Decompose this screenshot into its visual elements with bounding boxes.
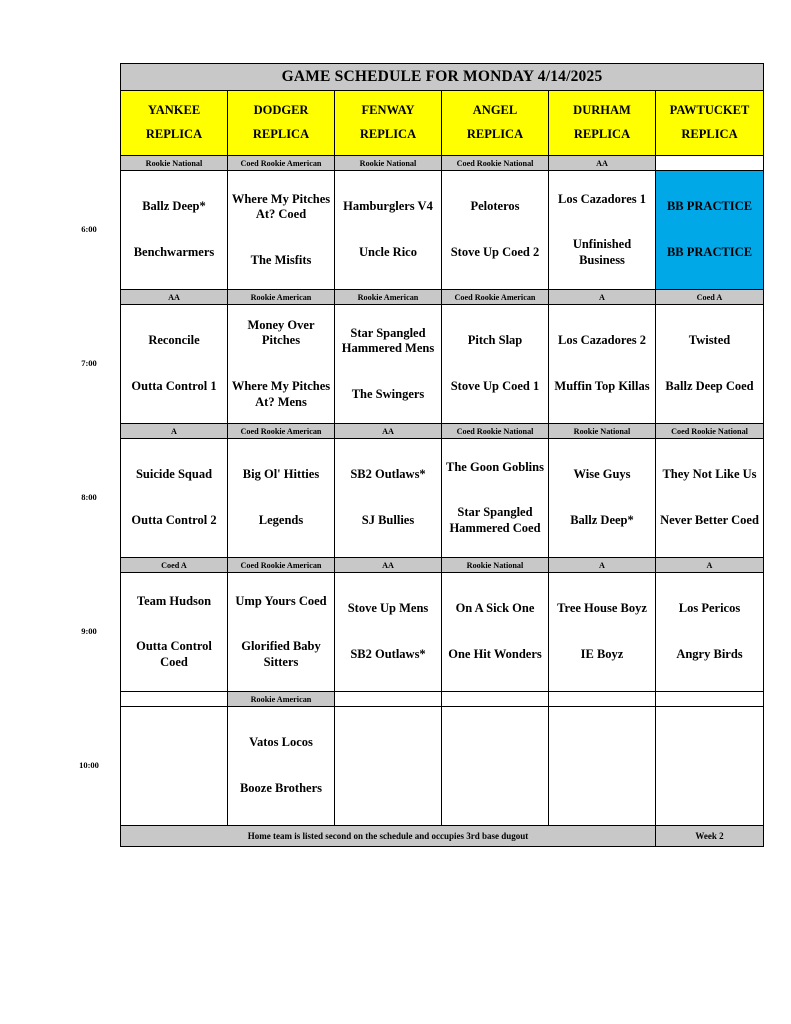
game-cell[interactable] — [335, 707, 442, 826]
game-cell[interactable] — [335, 573, 442, 692]
division-band: Rookie National — [442, 558, 549, 573]
game-team-home: Outta Control 2 — [131, 513, 217, 527]
game-cell[interactable] — [442, 573, 549, 692]
division-band: A — [656, 558, 764, 573]
game-team-away: Team Hudson — [136, 593, 212, 608]
game-team-home: IE Boyz — [580, 647, 624, 661]
field-name-line2: REPLICA — [252, 127, 310, 141]
game-cell[interactable] — [656, 171, 764, 290]
game-cell[interactable] — [442, 171, 549, 290]
game-cell[interactable] — [335, 305, 442, 424]
game-team-away: Where My Pitches At? Coed — [231, 191, 331, 222]
game-team-away: Los Cazadores 1 — [558, 191, 646, 206]
game-team-home: Where My Pitches At? Mens — [231, 379, 331, 409]
game-cell[interactable] — [549, 171, 656, 290]
game-team-away: Reconcile — [148, 333, 200, 348]
game-team-away: Vatos Locos — [249, 735, 313, 750]
game-cell[interactable] — [549, 305, 656, 424]
game-team-away: Los Cazadores 2 — [558, 333, 646, 348]
field-header-2 — [228, 91, 335, 156]
division-band: Coed Rookie American — [228, 156, 335, 171]
game-cell[interactable] — [442, 707, 549, 826]
field-header-4 — [442, 91, 549, 156]
game-team-away: Money Over Pitches — [247, 317, 315, 348]
game-cell[interactable] — [121, 171, 228, 290]
division-band-row — [121, 692, 764, 707]
field-name-line2: REPLICA — [145, 127, 203, 141]
game-cell[interactable] — [335, 439, 442, 558]
footer-week: Week 2 — [656, 826, 764, 847]
division-band-row — [121, 290, 764, 305]
game-team-away: Los Pericos — [678, 601, 741, 616]
division-band — [656, 156, 764, 171]
division-band: Coed Rookie American — [228, 424, 335, 439]
field-name-line2: REPLICA — [573, 127, 631, 141]
games-row — [121, 707, 764, 826]
game-team-home: Legends — [258, 513, 304, 527]
game-cell[interactable] — [228, 707, 335, 826]
field-header-6 — [656, 91, 764, 156]
division-band: Rookie National — [121, 156, 228, 171]
division-band: AA — [121, 290, 228, 305]
game-cell[interactable] — [121, 305, 228, 424]
division-band: Rookie American — [228, 290, 335, 305]
game-cell[interactable] — [656, 707, 764, 826]
division-band — [335, 692, 442, 707]
division-band — [121, 692, 228, 707]
title-row — [121, 64, 764, 91]
games-row — [121, 305, 764, 424]
game-team-away: The Goon Goblins — [446, 459, 544, 474]
division-band: Rookie National — [335, 156, 442, 171]
game-cell[interactable] — [121, 439, 228, 558]
game-team-away: They Not Like Us — [662, 467, 757, 482]
footer-row — [121, 826, 764, 847]
division-band — [549, 692, 656, 707]
game-team-away: Peloteros — [470, 199, 520, 214]
game-cell[interactable] — [335, 171, 442, 290]
game-cell[interactable] — [549, 439, 656, 558]
field-header-row — [121, 91, 764, 156]
game-team-home: Benchwarmers — [133, 245, 215, 259]
game-team-home: Unfinished Business — [572, 237, 632, 267]
game-cell[interactable] — [121, 573, 228, 692]
game-team-away: Pitch Slap — [467, 333, 523, 348]
game-team-home: Stove Up Coed 1 — [450, 379, 540, 393]
division-band: Coed Rookie National — [656, 424, 764, 439]
game-cell[interactable] — [442, 305, 549, 424]
game-team-away: Star Spangled Hammered Mens — [341, 325, 435, 356]
game-team-home: Star Spangled Hammered Coed — [449, 505, 541, 535]
division-band — [656, 692, 764, 707]
time-label: 7:00 — [81, 357, 97, 368]
field-name-line1: FENWAY — [361, 103, 415, 118]
game-team-home: Ballz Deep* — [570, 513, 634, 527]
time-label: 6:00 — [81, 223, 97, 234]
game-team-away: SB2 Outlaws* — [350, 467, 426, 482]
game-cell[interactable] — [228, 573, 335, 692]
game-team-home: Muffin Top Killas — [554, 379, 650, 393]
game-team-home: Angry Birds — [676, 647, 743, 661]
game-team-home: Outta Control Coed — [136, 639, 212, 669]
division-band-row — [121, 558, 764, 573]
games-row — [121, 573, 764, 692]
game-team-home: Uncle Rico — [359, 245, 417, 259]
division-band: AA — [335, 424, 442, 439]
game-team-home: Stove Up Coed 2 — [450, 245, 540, 259]
division-band: Coed A — [121, 558, 228, 573]
game-team-away: Ump Yours Coed — [235, 593, 327, 608]
division-band-row — [121, 156, 764, 171]
division-band: AA — [335, 558, 442, 573]
game-team-home: SJ Bullies — [361, 513, 415, 527]
game-team-away: Stove Up Mens — [347, 601, 429, 616]
division-band: Coed Rookie National — [442, 156, 549, 171]
division-band: AA — [549, 156, 656, 171]
division-band-row — [121, 424, 764, 439]
game-cell[interactable] — [442, 439, 549, 558]
time-label: 10:00 — [79, 759, 99, 770]
games-row — [121, 439, 764, 558]
game-cell[interactable] — [121, 707, 228, 826]
field-name-line2: REPLICA — [466, 127, 524, 141]
game-team-away: Twisted — [688, 333, 731, 348]
game-team-home: One Hit Wonders — [448, 647, 542, 661]
field-name-line1: ANGEL — [472, 103, 518, 118]
game-cell[interactable] — [656, 305, 764, 424]
time-label: 8:00 — [81, 491, 97, 502]
field-name-line1: YANKEE — [147, 103, 201, 118]
game-team-home: Outta Control 1 — [131, 379, 217, 393]
game-cell[interactable] — [656, 439, 764, 558]
game-team-home: BB PRACTICE — [666, 245, 753, 259]
field-name-line2: REPLICA — [681, 127, 738, 141]
game-team-away: Suicide Squad — [135, 467, 213, 482]
division-band — [442, 692, 549, 707]
division-band: Rookie American — [228, 692, 335, 707]
division-band: Coed A — [656, 290, 764, 305]
game-team-home: Ballz Deep Coed — [665, 379, 754, 393]
game-team-home: Never Better Coed — [660, 513, 759, 527]
division-band: Coed Rookie American — [228, 558, 335, 573]
game-team-home: Glorified Baby Sitters — [241, 639, 321, 669]
field-name-line2: REPLICA — [359, 127, 417, 141]
field-header-1 — [121, 91, 228, 156]
field-header-3 — [335, 91, 442, 156]
field-name-line1: DURHAM — [573, 103, 631, 118]
game-team-away: BB PRACTICE — [666, 199, 753, 214]
game-team-away: Big Ol' Hitties — [242, 467, 320, 482]
game-team-away: Wise Guys — [573, 467, 631, 482]
games-row — [121, 171, 764, 290]
game-team-away: Tree House Boyz — [557, 601, 647, 616]
game-team-home: The Swingers — [351, 386, 425, 401]
game-cell[interactable] — [228, 439, 335, 558]
footer-note: Home team is listed second on the schedule and occupies 3rd base dugout — [121, 826, 656, 847]
field-name-line1: DODGER — [253, 103, 309, 118]
game-cell[interactable] — [549, 573, 656, 692]
page-title: GAME SCHEDULE FOR MONDAY 4/14/2025 — [121, 64, 764, 91]
schedule-container — [60, 63, 763, 847]
division-band: A — [121, 424, 228, 439]
division-band: Rookie National — [549, 424, 656, 439]
division-band: Rookie American — [335, 290, 442, 305]
field-name-line1: PAWTUCKET — [669, 103, 750, 118]
game-team-away: Ballz Deep* — [142, 199, 206, 214]
game-team-home: SB2 Outlaws* — [350, 647, 426, 661]
division-band: Coed Rookie National — [442, 424, 549, 439]
division-band: A — [549, 290, 656, 305]
game-cell[interactable] — [549, 707, 656, 826]
game-team-home: Booze Brothers — [239, 781, 323, 795]
field-header-5 — [549, 91, 656, 156]
game-team-away: Hamburglers V4 — [343, 199, 433, 214]
time-label: 9:00 — [81, 625, 97, 636]
game-team-home: The Misfits — [250, 252, 312, 267]
game-schedule-table — [120, 63, 764, 847]
game-cell[interactable] — [656, 573, 764, 692]
game-cell[interactable] — [228, 171, 335, 290]
division-band: A — [549, 558, 656, 573]
game-cell[interactable] — [228, 305, 335, 424]
game-team-away: On A Sick One — [455, 601, 535, 616]
division-band: Coed Rookie American — [442, 290, 549, 305]
